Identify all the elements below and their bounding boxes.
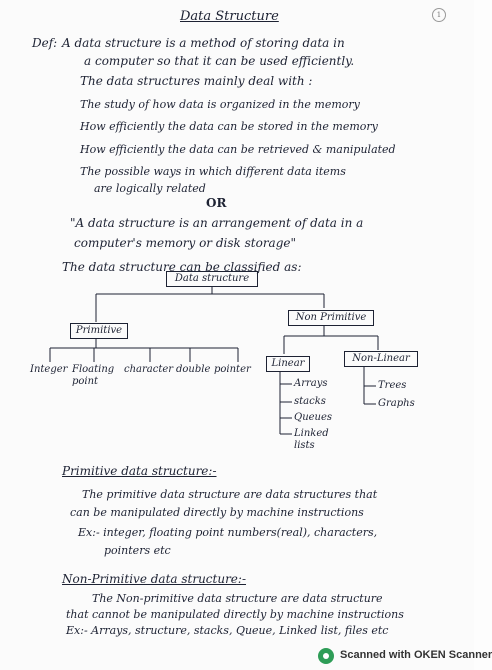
linear-node: Linear	[266, 356, 310, 372]
primitive-node: Primitive	[70, 323, 128, 339]
primitive-example-2: pointers etc	[104, 544, 171, 557]
definition-line-3: The data structures mainly deal with :	[80, 74, 313, 88]
root-node: Data structure	[166, 271, 258, 287]
non-primitive-node: Non Primitive	[288, 310, 374, 326]
bullet-1: The study of how data is organized in the memory	[80, 98, 360, 111]
non-primitive-line-1: The Non-primitive data structure are data structure	[92, 592, 383, 605]
definition2-line-1: "A data structure is an arrangement of data in a	[70, 216, 364, 230]
linear-child-arrays: Arrays	[294, 378, 328, 389]
non-linear-child-trees: Trees	[378, 380, 407, 391]
bullet-2: How efficiently the data can be stored in the memory	[80, 120, 378, 133]
linear-child-linked-lists: Linked lists	[294, 428, 329, 451]
primitive-example-1: Ex:- integer, floating point numbers(real), characters,	[78, 526, 378, 539]
scanner-watermark	[318, 646, 492, 666]
non-primitive-example: Ex:- Arrays, structure, stacks, Queue, Linked list, files etc	[66, 624, 389, 637]
definition-label: Def:	[32, 36, 58, 50]
primitive-child-integer: Integer	[30, 364, 68, 375]
or-separator: OR	[206, 196, 227, 210]
classified-text: The data structure can be classified as:	[62, 260, 302, 274]
linear-child-stacks: stacks	[294, 396, 326, 407]
primitive-line-1: The primitive data structure are data structures that	[82, 488, 378, 501]
linear-child-queues: Queues	[294, 412, 333, 423]
scanner-logo-icon	[318, 648, 334, 664]
scanner-label: Scanned with OKEN Scanner	[340, 649, 492, 661]
non-linear-child-graphs: Graphs	[378, 398, 415, 409]
bullet-3: How efficiently the data can be retrieved & manipulated	[80, 143, 396, 156]
primitive-child-double: double	[176, 364, 211, 375]
definition2-line-2: computer's memory or disk storage"	[74, 236, 297, 250]
definition-line-2: a computer so that it can be used efficiently.	[84, 54, 355, 68]
primitive-heading: Primitive data structure:-	[62, 464, 217, 478]
non-primitive-line-2: that cannot be manipulated directly by machine instructions	[66, 608, 404, 621]
bullet-4-cont: are logically related	[94, 182, 206, 195]
primitive-line-2: can be manipulated directly by machine instructions	[70, 506, 364, 519]
primitive-child-pointer: pointer	[214, 364, 251, 375]
primitive-child-character: character	[124, 364, 174, 375]
non-linear-node: Non-Linear	[344, 351, 418, 367]
definition-line-1: A data structure is a method of storing data in	[62, 36, 345, 50]
bullet-4: The possible ways in which different data items	[80, 165, 346, 178]
primitive-child-floating: Floating point	[72, 364, 115, 387]
page-corner-mark: 1	[432, 8, 446, 22]
non-primitive-heading: Non-Primitive data structure:-	[62, 572, 247, 586]
page-title: Data Structure	[180, 9, 279, 24]
